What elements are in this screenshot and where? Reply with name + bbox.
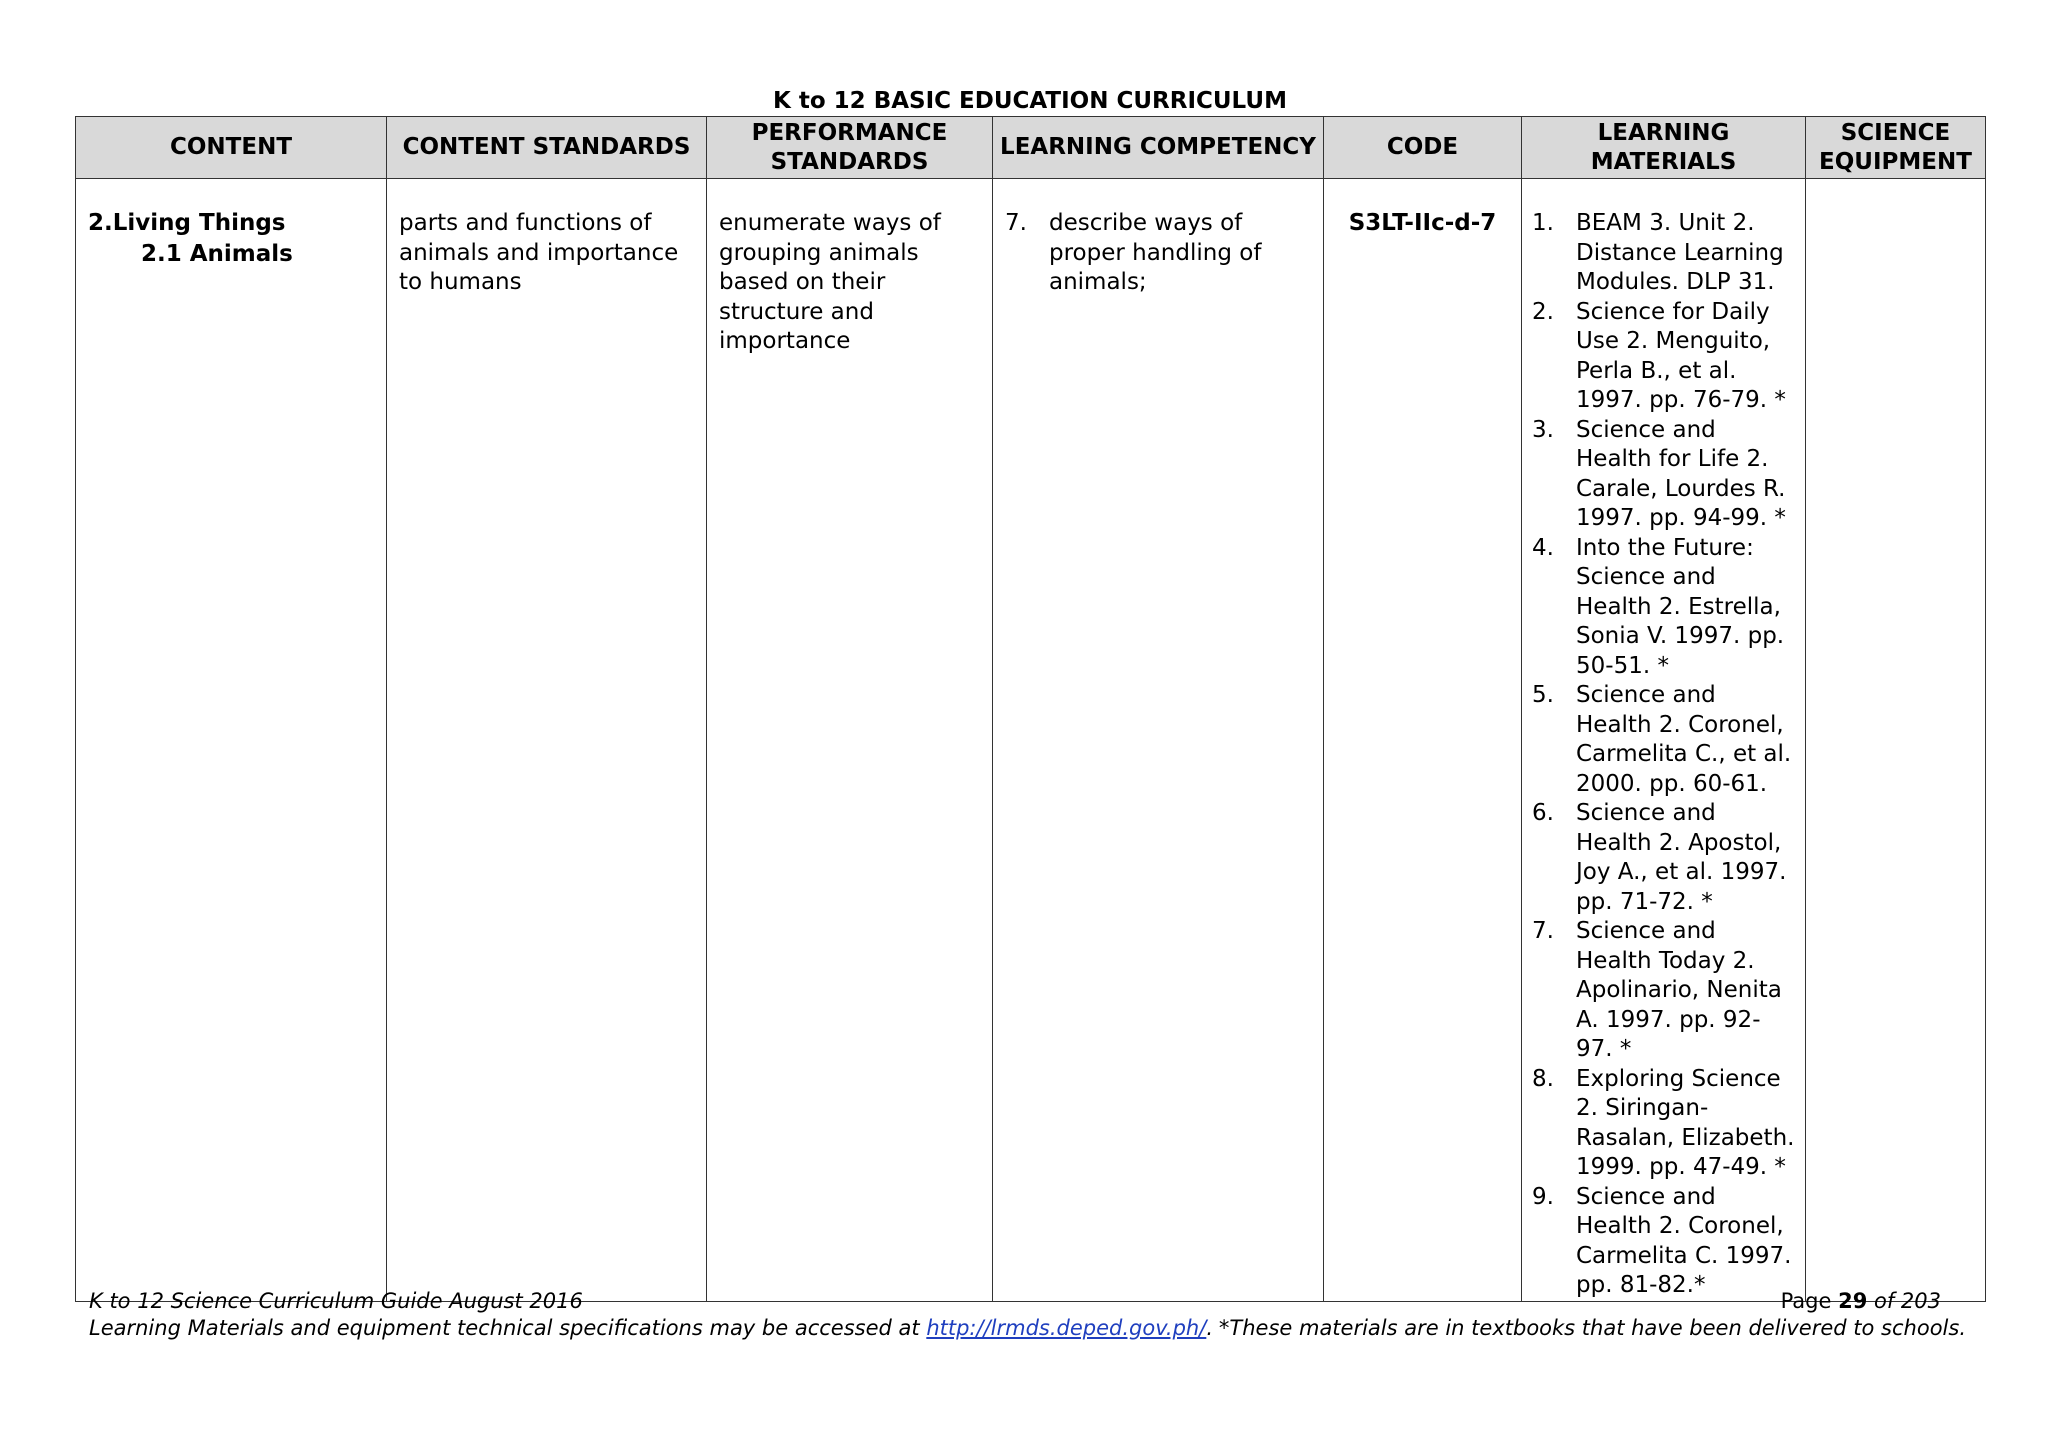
table-header-row	[76, 117, 1986, 179]
list-item-text: Science and Health 2. Apostol, Joy A., et al. 1997. pp. 71-72. *	[1576, 800, 1787, 915]
list-item-number: 9.	[1532, 1183, 1554, 1210]
list-item	[1532, 681, 1797, 799]
page-total: of 203	[1867, 1289, 1941, 1313]
curriculum-table	[75, 116, 1986, 1302]
header-performance-standards: PERFORMANCE STANDARDS	[707, 117, 993, 179]
code-cell: S3LT-IIc-d-7	[1324, 179, 1522, 1302]
learning-competency-cell	[993, 179, 1324, 1302]
content-standards-cell: parts and functions of animals and importance to humans	[387, 179, 707, 1302]
list-item-text: Science and Health 2. Coronel, Carmelita C., et al. 2000. pp. 60-61.	[1576, 682, 1792, 797]
learning-materials-list	[1532, 209, 1797, 1301]
list-item-number: 5.	[1532, 682, 1554, 708]
list-item	[1532, 1183, 1797, 1301]
footer-left	[89, 1288, 1213, 1342]
footer-access-line	[89, 1315, 1213, 1342]
lrmds-link[interactable]: http://lrmds.deped.gov.ph/	[926, 1316, 1207, 1340]
list-item-text: Science and Health 2. Coronel, Carmelita C. 1997. pp. 81-82.*	[1576, 1183, 1792, 1298]
table-row	[76, 179, 1986, 1302]
footer-guide-text: K to 12 Science Curriculum Guide August 2016	[89, 1289, 583, 1313]
list-item	[1532, 799, 1797, 917]
page-number: 29	[1838, 1289, 1868, 1313]
header-learning-competency: LEARNING COMPETENCY	[993, 117, 1324, 179]
competency-text: describe ways of proper handling of animals;	[1049, 210, 1262, 295]
list-item-number: 1.	[1532, 210, 1554, 236]
page-label: Page	[1780, 1289, 1839, 1313]
list-item-number: 3.	[1532, 416, 1554, 443]
list-item-text: Exploring Science 2. Siringan-Rasalan, Elizabeth. 1999. pp. 47-49. *	[1576, 1065, 1795, 1180]
list-item	[1532, 917, 1797, 1065]
page-number-label	[1781, 1288, 1941, 1315]
list-item-number: 4.	[1532, 534, 1554, 561]
header-code: CODE	[1324, 117, 1522, 179]
competency-number: 7.	[1005, 210, 1027, 236]
list-item	[1532, 416, 1797, 534]
list-item	[1532, 298, 1797, 416]
header-science-equipment: SCIENCE EQUIPMENT	[1806, 117, 1986, 179]
list-item-text: Science and Health Today 2. Apolinario, Nenita A. 1997. pp. 92-97. *	[1576, 918, 1782, 1062]
footer-note: *These materials are in textbooks that have been delivered to schools.	[1218, 1316, 1966, 1340]
header-learning-materials: LEARNING MATERIALS	[1522, 117, 1806, 179]
list-item-text: Into the Future: Science and Health 2. Estrella, Sonia V. 1997. pp. 50-51. *	[1576, 534, 1785, 679]
content-subtitle: 2.1 Animals	[141, 240, 293, 267]
document-title: K to 12 BASIC EDUCATION CURRICULUM	[773, 88, 1287, 114]
content-cell	[76, 179, 387, 1302]
header-content: CONTENT	[76, 117, 387, 179]
list-item	[1532, 1065, 1797, 1183]
header-content-standards: CONTENT STANDARDS	[387, 117, 707, 179]
competency-item	[1005, 209, 1311, 298]
list-item-text: BEAM 3. Unit 2. Distance Learning Modules. DLP 31.	[1576, 210, 1784, 295]
list-item-text: Science and Health for Life 2. Carale, Lourdes R. 1997. pp. 94-99. *	[1576, 416, 1786, 531]
list-item-number: 8.	[1532, 1065, 1554, 1092]
learning-materials-cell	[1522, 179, 1806, 1302]
list-item-number: 7.	[1532, 918, 1554, 944]
footer-access-prefix: Learning Materials and equipment technical specifications may be accessed at	[89, 1316, 927, 1340]
footer-access-suffix: .	[1206, 1316, 1213, 1340]
list-item-number: 6.	[1532, 800, 1554, 826]
performance-standards-cell: enumerate ways of grouping animals based on their structure and importance	[707, 179, 993, 1302]
list-item-text: Science for Daily Use 2. Menguito, Perla B., et al. 1997. pp. 76-79. *	[1576, 298, 1786, 413]
content-title: 2.Living Things	[88, 210, 286, 236]
list-item-number: 2.	[1532, 298, 1554, 325]
science-equipment-cell	[1806, 179, 1986, 1302]
list-item	[1532, 534, 1797, 682]
list-item	[1532, 209, 1797, 298]
